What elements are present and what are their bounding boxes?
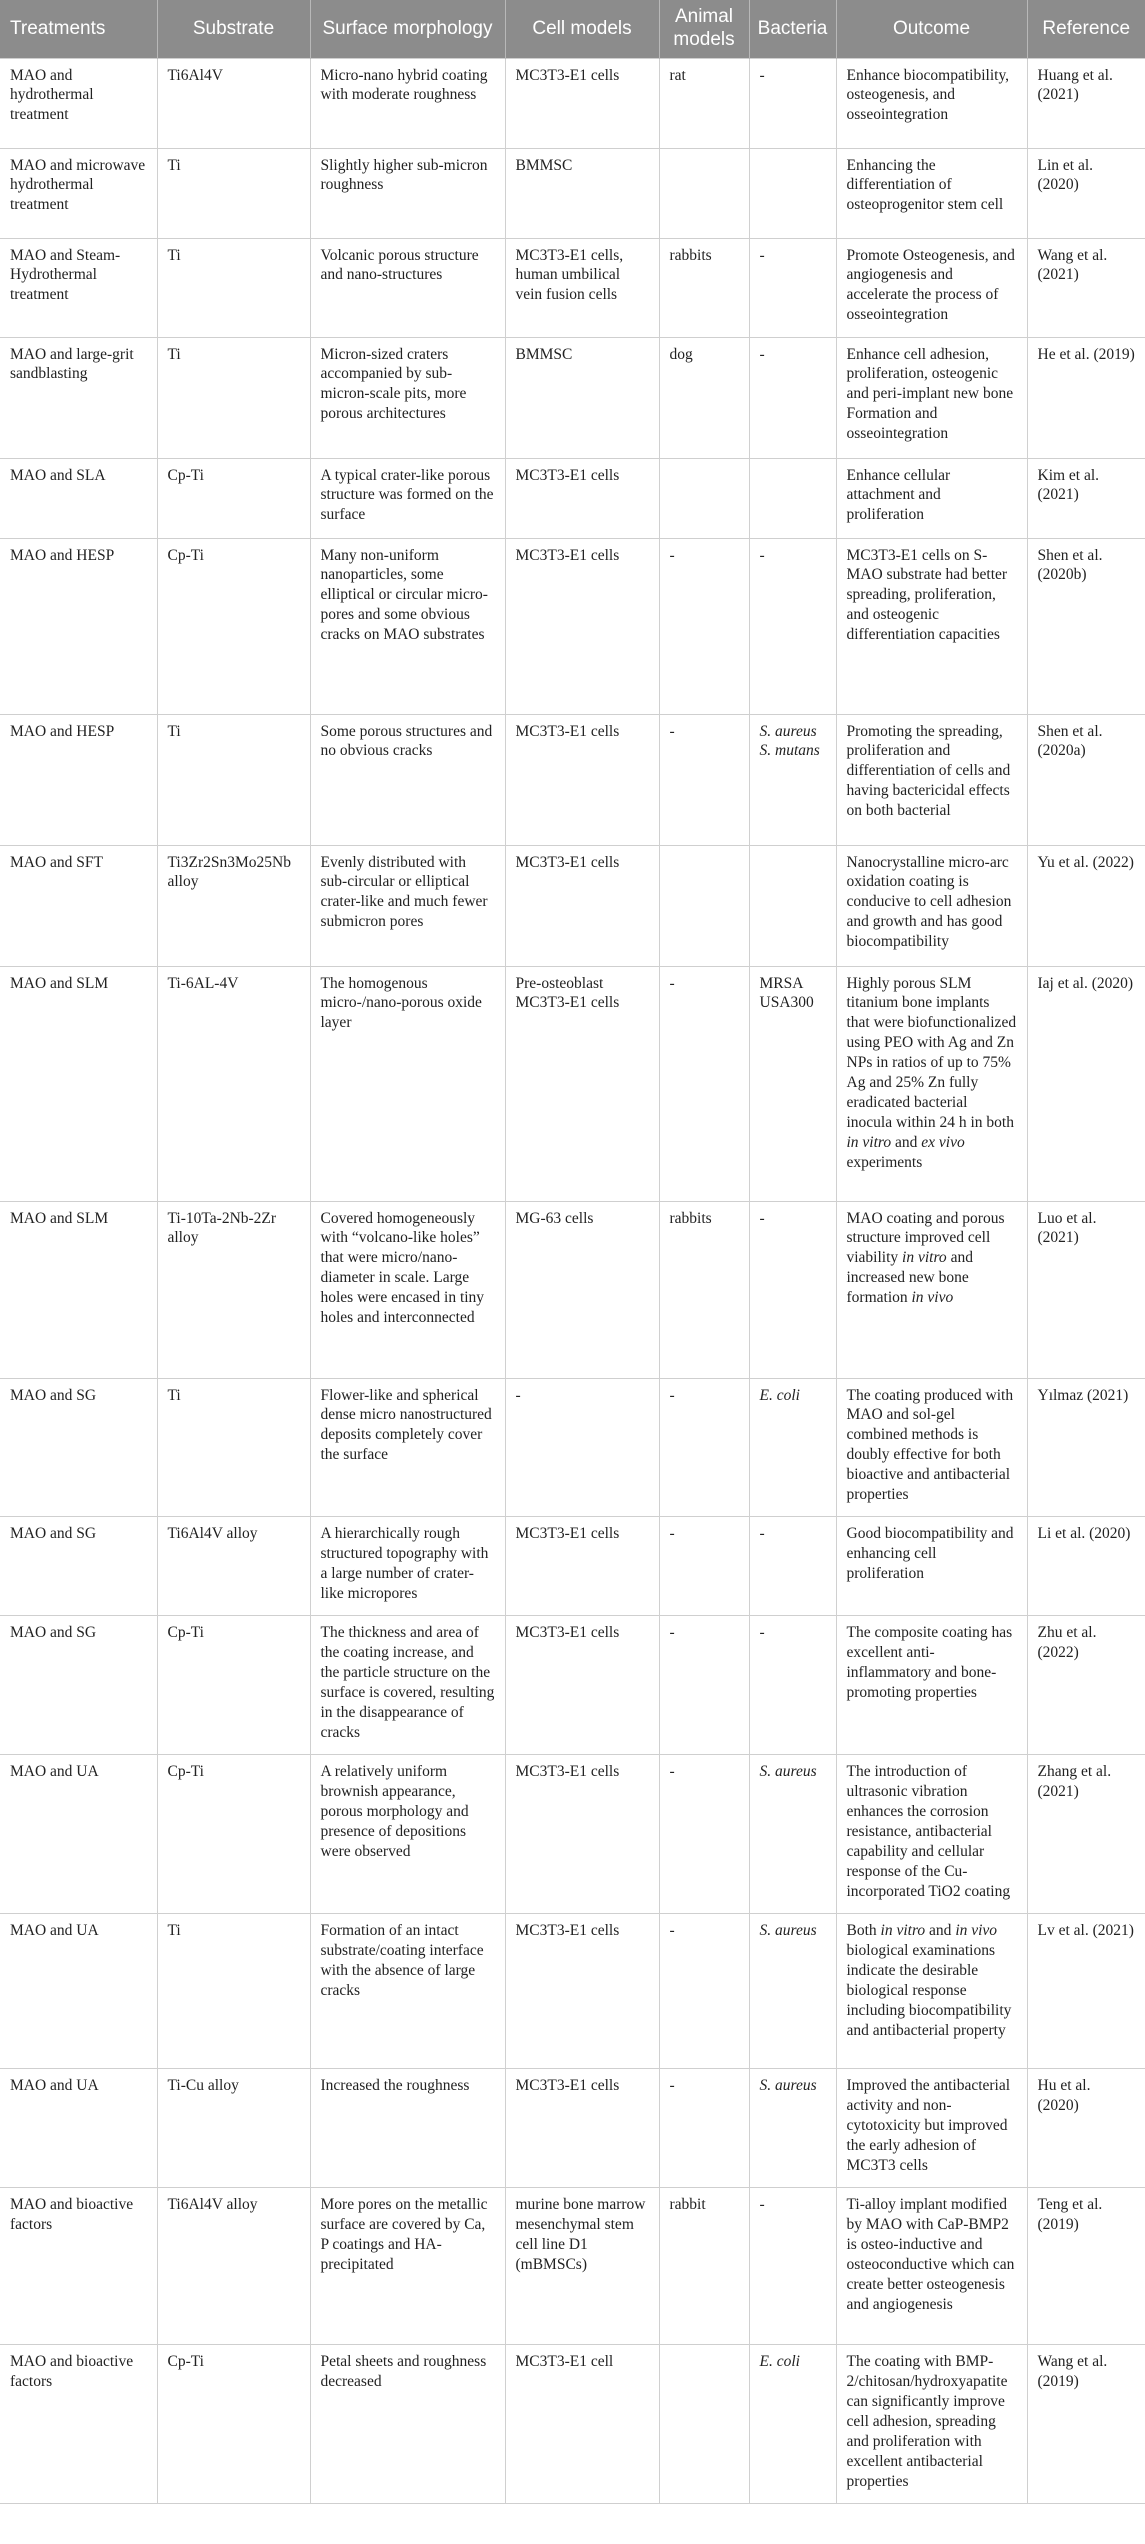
- bacteria-e-coli: E. coli: [759, 1386, 800, 1404]
- table-row: [0, 2188, 1145, 2345]
- cell-cell-models: MC3T3-E1 cells: [505, 714, 659, 845]
- cell-morphology: More pores on the metallic surface are covered by Ca, P coatings and HA-precipitated: [310, 2188, 505, 2345]
- cell-animal-models: -: [659, 1616, 749, 1755]
- cell-outcome: MC3T3-E1 cells on S-MAO substrate had better spreading, proliferation, and osteogenic differentiation capacities: [836, 538, 1027, 714]
- bacteria-s-mutans: S. mutans: [759, 742, 820, 760]
- outcome-text: MAO coating and porous structure improved cell viability: [846, 1209, 1005, 1267]
- header-surface-morphology: Surface morphology: [310, 0, 505, 58]
- cell-cell-models: MC3T3-E1 cell: [505, 2345, 659, 2504]
- cell-reference: Zhu et al. (2022): [1027, 1616, 1145, 1755]
- table-row: [0, 148, 1145, 238]
- cell-treatment: MAO and HESP: [0, 538, 157, 714]
- table-row: [0, 1378, 1145, 1517]
- cell-animal-models: [659, 458, 749, 538]
- cell-outcome: Nanocrystalline micro-arc oxidation coating is conducive to cell adhesion and growth and has good biocompatibility: [836, 845, 1027, 966]
- cell-outcome: Enhance cell adhesion, proliferation, osteogenic and peri-implant new bone Formation and osseointegration: [836, 337, 1027, 458]
- header-cell-models: Cell models: [505, 0, 659, 58]
- cell-cell-models: MC3T3-E1 cells: [505, 845, 659, 966]
- table-row: [0, 458, 1145, 538]
- outcome-italic-term: in vivo: [955, 1922, 998, 1940]
- cell-bacteria: [749, 148, 836, 238]
- cell-morphology: Some porous structures and no obvious cracks: [310, 714, 505, 845]
- cell-substrate: Ti: [157, 238, 310, 337]
- cell-cell-models: MG-63 cells: [505, 1201, 659, 1378]
- cell-reference: Shen et al. (2020a): [1027, 714, 1145, 845]
- table-row: [0, 58, 1145, 148]
- cell-treatment: MAO and hydrothermal treatment: [0, 58, 157, 148]
- cell-treatment: MAO and SG: [0, 1517, 157, 1616]
- outcome-italic-term: in vitro: [846, 1134, 892, 1152]
- cell-outcome: Improved the antibacterial activity and non-cytotoxicity but improved the early adhesion of MC3T3 cells: [836, 2069, 1027, 2188]
- cell-cell-models: MC3T3-E1 cells: [505, 1755, 659, 1914]
- outcome-italic-term: in vitro: [880, 1922, 926, 1940]
- cell-treatment: MAO and SG: [0, 1378, 157, 1517]
- cell-animal-models: rabbits: [659, 238, 749, 337]
- cell-morphology: A hierarchically rough structured topography with a large number of crater-like micropores: [310, 1517, 505, 1616]
- cell-substrate: Ti6Al4V alloy: [157, 1517, 310, 1616]
- cell-treatment: MAO and large-grit sandblasting: [0, 337, 157, 458]
- cell-bacteria: [749, 458, 836, 538]
- cell-cell-models: BMMSC: [505, 148, 659, 238]
- cell-bacteria: -: [749, 1201, 836, 1378]
- cell-morphology: Petal sheets and roughness decreased: [310, 2345, 505, 2504]
- cell-outcome: The introduction of ultrasonic vibration enhances the corrosion resistance, antibacterial capability and cellular response of the Cu-incorporated TiO2 coating: [836, 1755, 1027, 1914]
- outcome-text: experiments: [846, 1154, 923, 1172]
- cell-bacteria: MRSA USA300: [749, 966, 836, 1201]
- cell-animal-models: [659, 148, 749, 238]
- cell-reference: Li et al. (2020): [1027, 1517, 1145, 1616]
- cell-treatment: MAO and microwave hydrothermal treatment: [0, 148, 157, 238]
- cell-animal-models: -: [659, 2069, 749, 2188]
- bacteria-e-coli: E. coli: [759, 2353, 800, 2371]
- cell-cell-models: BMMSC: [505, 337, 659, 458]
- cell-cell-models: MC3T3-E1 cells: [505, 2069, 659, 2188]
- cell-treatment: MAO and SLM: [0, 966, 157, 1201]
- cell-substrate: Cp-Ti: [157, 458, 310, 538]
- table-row: [0, 337, 1145, 458]
- cell-animal-models: rat: [659, 58, 749, 148]
- cell-substrate: Ti-6AL-4V: [157, 966, 310, 1201]
- bacteria-s-aureus: S. aureus: [759, 722, 817, 740]
- cell-outcome: [836, 1914, 1027, 2069]
- cell-bacteria: [749, 845, 836, 966]
- outcome-text: and: [895, 1134, 918, 1152]
- cell-substrate: Ti-10Ta-2Nb-2Zr alloy: [157, 1201, 310, 1378]
- cell-reference: Yılmaz (2021): [1027, 1378, 1145, 1517]
- cell-reference: Kim et al. (2021): [1027, 458, 1145, 538]
- cell-bacteria: [749, 2069, 836, 2188]
- outcome-text: and: [929, 1922, 952, 1940]
- cell-substrate: Ti: [157, 148, 310, 238]
- cell-morphology: Volcanic porous structure and nano-structures: [310, 238, 505, 337]
- cell-substrate: Ti: [157, 1914, 310, 2069]
- cell-morphology: A relatively uniform brownish appearance, porous morphology and presence of depositions were observed: [310, 1755, 505, 1914]
- cell-cell-models: -: [505, 1378, 659, 1517]
- table-header-row: [0, 0, 1145, 58]
- cell-reference: Iaj et al. (2020): [1027, 966, 1145, 1201]
- cell-morphology: Increased the roughness: [310, 2069, 505, 2188]
- outcome-text: biological examinations indicate the desirable biological response including biocompatibility and antibacterial property: [846, 1942, 1012, 2040]
- table-row: [0, 845, 1145, 966]
- table-row: [0, 1914, 1145, 2069]
- cell-animal-models: -: [659, 538, 749, 714]
- cell-outcome: The composite coating has excellent anti-inflammatory and bone-promoting properties: [836, 1616, 1027, 1755]
- cell-treatment: MAO and UA: [0, 1755, 157, 1914]
- table-row: [0, 714, 1145, 845]
- cell-morphology: Micron-sized craters accompanied by sub-micron-scale pits, more porous architectures: [310, 337, 505, 458]
- cell-morphology: Covered homogeneously with “volcano-like holes” that were micro/nano-diameter in scale. Large holes were encased in tiny holes and interconnected: [310, 1201, 505, 1378]
- cell-substrate: Cp-Ti: [157, 1755, 310, 1914]
- cell-morphology: Evenly distributed with sub-circular or elliptical crater-like and much fewer submicron pores: [310, 845, 505, 966]
- cell-bacteria: [749, 1755, 836, 1914]
- cell-substrate: Cp-Ti: [157, 538, 310, 714]
- cell-reference: Lv et al. (2021): [1027, 1914, 1145, 2069]
- cell-animal-models: dog: [659, 337, 749, 458]
- bacteria-s-aureus: S. aureus: [759, 2077, 817, 2095]
- cell-morphology: Micro-nano hybrid coating with moderate roughness: [310, 58, 505, 148]
- bacteria-s-aureus: S. aureus: [759, 1922, 817, 1940]
- cell-bacteria: -: [749, 2188, 836, 2345]
- cell-cell-models: MC3T3-E1 cells: [505, 1616, 659, 1755]
- cell-treatment: MAO and SLA: [0, 458, 157, 538]
- cell-treatment: MAO and UA: [0, 1914, 157, 2069]
- cell-animal-models: [659, 2345, 749, 2504]
- cell-cell-models: MC3T3-E1 cells: [505, 458, 659, 538]
- cell-animal-models: rabbits: [659, 1201, 749, 1378]
- table-row: [0, 1201, 1145, 1378]
- cell-substrate: Cp-Ti: [157, 2345, 310, 2504]
- cell-outcome: Good biocompatibility and enhancing cell proliferation: [836, 1517, 1027, 1616]
- cell-treatment: MAO and bioactive factors: [0, 2345, 157, 2504]
- cell-reference: Wang et al. (2021): [1027, 238, 1145, 337]
- cell-substrate: Ti: [157, 1378, 310, 1517]
- cell-treatment: MAO and UA: [0, 2069, 157, 2188]
- cell-treatment: MAO and SG: [0, 1616, 157, 1755]
- cell-treatment: MAO and SFT: [0, 845, 157, 966]
- cell-bacteria: [749, 1914, 836, 2069]
- cell-reference: Yu et al. (2022): [1027, 845, 1145, 966]
- cell-reference: Teng et al. (2019): [1027, 2188, 1145, 2345]
- cell-outcome: Enhancing the differentiation of osteoprogenitor stem cell: [836, 148, 1027, 238]
- cell-outcome: [836, 1201, 1027, 1378]
- cell-bacteria: -: [749, 1517, 836, 1616]
- cell-morphology: Many non-uniform nanoparticles, some elliptical or circular micro-pores and some obvious cracks on MAO substrates: [310, 538, 505, 714]
- outcome-text: Both: [846, 1922, 877, 1940]
- cell-reference: He et al. (2019): [1027, 337, 1145, 458]
- cell-reference: Wang et al. (2019): [1027, 2345, 1145, 2504]
- table-row: [0, 2345, 1145, 2504]
- cell-animal-models: -: [659, 966, 749, 1201]
- cell-reference: Lin et al. (2020): [1027, 148, 1145, 238]
- cell-outcome: Enhance biocompatibility, osteogenesis, and osseointegration: [836, 58, 1027, 148]
- cell-treatment: MAO and Steam-Hydrothermal treatment: [0, 238, 157, 337]
- cell-animal-models: -: [659, 1378, 749, 1517]
- cell-cell-models: MC3T3-E1 cells: [505, 538, 659, 714]
- table-row: [0, 238, 1145, 337]
- cell-animal-models: [659, 845, 749, 966]
- cell-treatment: MAO and HESP: [0, 714, 157, 845]
- cell-morphology: The thickness and area of the coating increase, and the particle structure on the surface is covered, resulting in the disappearance of cracks: [310, 1616, 505, 1755]
- cell-cell-models: MC3T3-E1 cells, human umbilical vein fusion cells: [505, 238, 659, 337]
- cell-substrate: Ti: [157, 714, 310, 845]
- cell-cell-models: MC3T3-E1 cells: [505, 1517, 659, 1616]
- cell-animal-models: -: [659, 714, 749, 845]
- cell-bacteria: -: [749, 538, 836, 714]
- header-animal-models: Animal models: [659, 0, 749, 58]
- outcome-text: and increased new bone formation: [846, 1249, 973, 1307]
- cell-outcome: The coating with BMP-2/chitosan/hydroxyapatite can significantly improve cell adhesion, spreading and proliferation with excellent antibacterial properties: [836, 2345, 1027, 2504]
- outcome-italic-term: in vitro: [902, 1249, 947, 1267]
- cell-cell-models: MC3T3-E1 cells: [505, 58, 659, 148]
- table-row: [0, 2069, 1145, 2188]
- cell-reference: Huang et al. (2021): [1027, 58, 1145, 148]
- cell-treatment: MAO and SLM: [0, 1201, 157, 1378]
- header-bacteria: Bacteria: [749, 0, 836, 58]
- header-reference: Reference: [1027, 0, 1145, 58]
- cell-outcome: Promoting the spreading, proliferation and differentiation of cells and having bactericidal effects on both bacterial: [836, 714, 1027, 845]
- table-row: [0, 1616, 1145, 1755]
- header-outcome: Outcome: [836, 0, 1027, 58]
- table-row: [0, 1517, 1145, 1616]
- cell-substrate: Ti-Cu alloy: [157, 2069, 310, 2188]
- cell-cell-models: murine bone marrow mesenchymal stem cell line D1 (mBMSCs): [505, 2188, 659, 2345]
- cell-morphology: Slightly higher sub-micron roughness: [310, 148, 505, 238]
- cell-treatment: MAO and bioactive factors: [0, 2188, 157, 2345]
- cell-bacteria: [749, 2345, 836, 2504]
- cell-morphology: A typical crater-like porous structure was formed on the surface: [310, 458, 505, 538]
- outcome-text: Highly porous SLM titanium bone implants that were biofunctionalized using PEO with Ag and Zn NPs in ratios of up to 75% Ag and 25% Zn fully eradicated bacterial inocula within 24 h in both: [846, 974, 1017, 1132]
- bacteria-s-aureus: S. aureus: [759, 1763, 817, 1781]
- cell-bacteria: -: [749, 337, 836, 458]
- cell-morphology: Formation of an intact substrate/coating interface with the absence of large cracks: [310, 1914, 505, 2069]
- cell-substrate: Cp-Ti: [157, 1616, 310, 1755]
- cell-animal-models: -: [659, 1914, 749, 2069]
- cell-outcome: Ti-alloy implant modified by MAO with CaP-BMP2 is osteo-inductive and osteoconductive which can create better osteogenesis and angiogenesis: [836, 2188, 1027, 2345]
- cell-outcome: [836, 966, 1027, 1201]
- cell-outcome: Enhance cellular attachment and proliferation: [836, 458, 1027, 538]
- cell-substrate: Ti6Al4V alloy: [157, 2188, 310, 2345]
- cell-substrate: Ti: [157, 337, 310, 458]
- cell-animal-models: rabbit: [659, 2188, 749, 2345]
- cell-bacteria: [749, 1378, 836, 1517]
- cell-substrate: Ti6Al4V: [157, 58, 310, 148]
- cell-animal-models: -: [659, 1517, 749, 1616]
- cell-outcome: Promote Osteogenesis, and angiogenesis and accelerate the process of osseointegration: [836, 238, 1027, 337]
- cell-outcome: The coating produced with MAO and sol-gel combined methods is doubly effective for both bioactive and antibacterial properties: [836, 1378, 1027, 1517]
- cell-reference: Zhang et al. (2021): [1027, 1755, 1145, 1914]
- cell-substrate: Ti3Zr2Sn3Mo25Nb alloy: [157, 845, 310, 966]
- outcome-italic-term: in vivo: [911, 1289, 954, 1307]
- cell-cell-models: Pre-osteoblast MC3T3-E1 cells: [505, 966, 659, 1201]
- outcome-italic-term: ex vivo: [921, 1134, 965, 1152]
- cell-animal-models: -: [659, 1755, 749, 1914]
- cell-reference: Hu et al. (2020): [1027, 2069, 1145, 2188]
- header-substrate: Substrate: [157, 0, 310, 58]
- cell-cell-models: MC3T3-E1 cells: [505, 1914, 659, 2069]
- cell-reference: Shen et al. (2020b): [1027, 538, 1145, 714]
- header-treatments: Treatments: [0, 0, 157, 58]
- cell-bacteria: -: [749, 1616, 836, 1755]
- table-row: [0, 966, 1145, 1201]
- table-row: [0, 1755, 1145, 1914]
- table-row: [0, 538, 1145, 714]
- cell-morphology: The homogenous micro-/nano-porous oxide layer: [310, 966, 505, 1201]
- cell-bacteria: [749, 714, 836, 845]
- cell-bacteria: -: [749, 238, 836, 337]
- cell-bacteria: -: [749, 58, 836, 148]
- cell-reference: Luo et al. (2021): [1027, 1201, 1145, 1378]
- cell-morphology: Flower-like and spherical dense micro nanostructured deposits completely cover the surface: [310, 1378, 505, 1517]
